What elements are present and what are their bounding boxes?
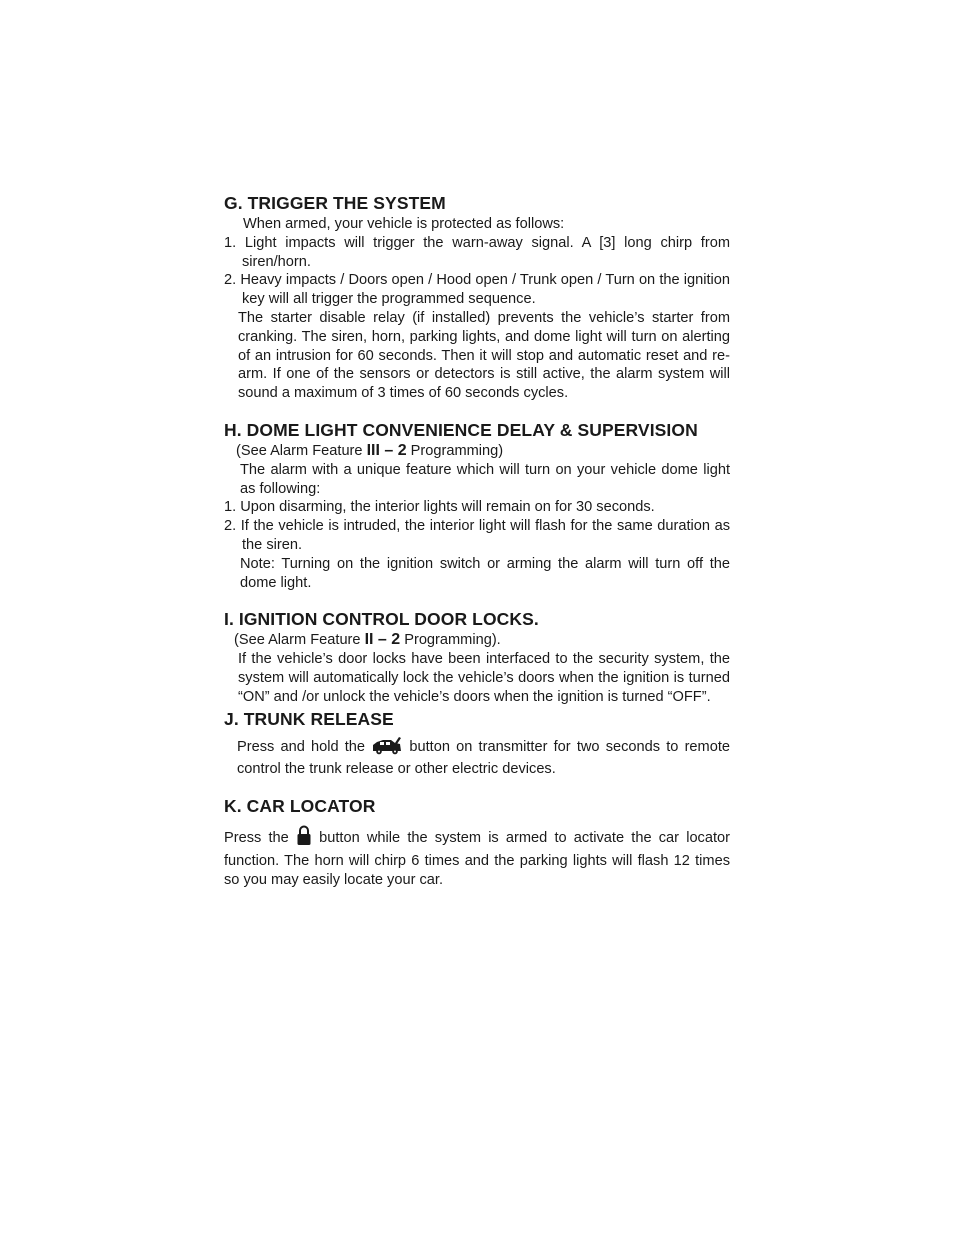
section-heading: J. TRUNK RELEASE	[224, 708, 394, 729]
section-body	[224, 825, 730, 889]
section-heading: K. CAR LOCATOR	[224, 796, 376, 817]
body-prefix: Press and hold the	[237, 738, 372, 755]
section-trigger-system	[224, 192, 730, 403]
padlock-icon	[296, 825, 312, 852]
reference-suffix: Programming)	[406, 442, 504, 459]
section-dome-light	[224, 419, 730, 592]
section-note: Note: Turning on the ignition switch or arming the alarm will turn off the dome light.	[240, 555, 730, 591]
feature-reference	[224, 631, 730, 650]
reference-prefix: (See Alarm Feature	[236, 442, 367, 459]
body-suffix: button on transmitter for two seconds to remote control the trunk release or other electric devices.	[237, 738, 730, 778]
reference-prefix: (See Alarm Feature	[234, 632, 365, 649]
body-suffix: button while the system is armed to activate the car locator function. The horn will chirp 6 times and the parking lights will flash 12 times so you may easily locate your car.	[224, 830, 730, 888]
section-ignition-door-locks	[224, 608, 730, 706]
list-item: 2. Heavy impacts / Doors open / Hood open / Trunk open / Turn on the ignition key will all trigger the programmed sequence.	[224, 272, 730, 308]
feature-code: III – 2	[366, 441, 407, 459]
manual-page	[224, 192, 730, 890]
section-intro: The alarm with a unique feature which will turn on your vehicle dome light as following:	[240, 461, 730, 497]
list-item: 1. Light impacts will trigger the warn-away signal. A [3] long chirp from siren/horn.	[224, 234, 730, 270]
section-heading: I. IGNITION CONTROL DOOR LOCKS.	[224, 609, 539, 630]
section-body	[224, 736, 730, 780]
section-body: If the vehicle’s door locks have been interfaced to the security system, the system will automatically lock the vehicle’s doors when the ignition is turned “ON” and /or unlock the vehicle’s doors when the ignition is turned “OFF”.	[238, 651, 730, 705]
section-trunk-release	[224, 708, 730, 780]
section-intro: When armed, your vehicle is protected as follows:	[243, 216, 565, 232]
feature-code: II – 2	[364, 631, 401, 649]
list-item: 2. If the vehicle is intruded, the interior light will flash for the same duration as the siren.	[224, 518, 730, 553]
section-heading: G. TRIGGER THE SYSTEM	[224, 193, 446, 213]
feature-reference	[224, 442, 730, 461]
section-heading: H. DOME LIGHT CONVENIENCE DELAY & SUPERVISION	[224, 419, 698, 440]
section-body: The starter disable relay (if installed) prevents the vehicle’s starter from cranking. The siren, horn, parking lights, and dome light will turn on alerting of an intrusion for 60 seconds. Then it will stop and automatic reset and re-arm. If one of the sensors or detectors is still active, the alarm system will sound a maximum of 3 times of 60 seconds cycles.	[238, 309, 730, 402]
body-prefix: Press the	[224, 830, 296, 847]
reference-suffix: Programming).	[400, 632, 501, 649]
car-trunk-icon	[371, 736, 403, 761]
list-item: 1. Upon disarming, the interior lights will remain on for 30 seconds.	[224, 499, 655, 516]
section-car-locator	[224, 795, 730, 889]
